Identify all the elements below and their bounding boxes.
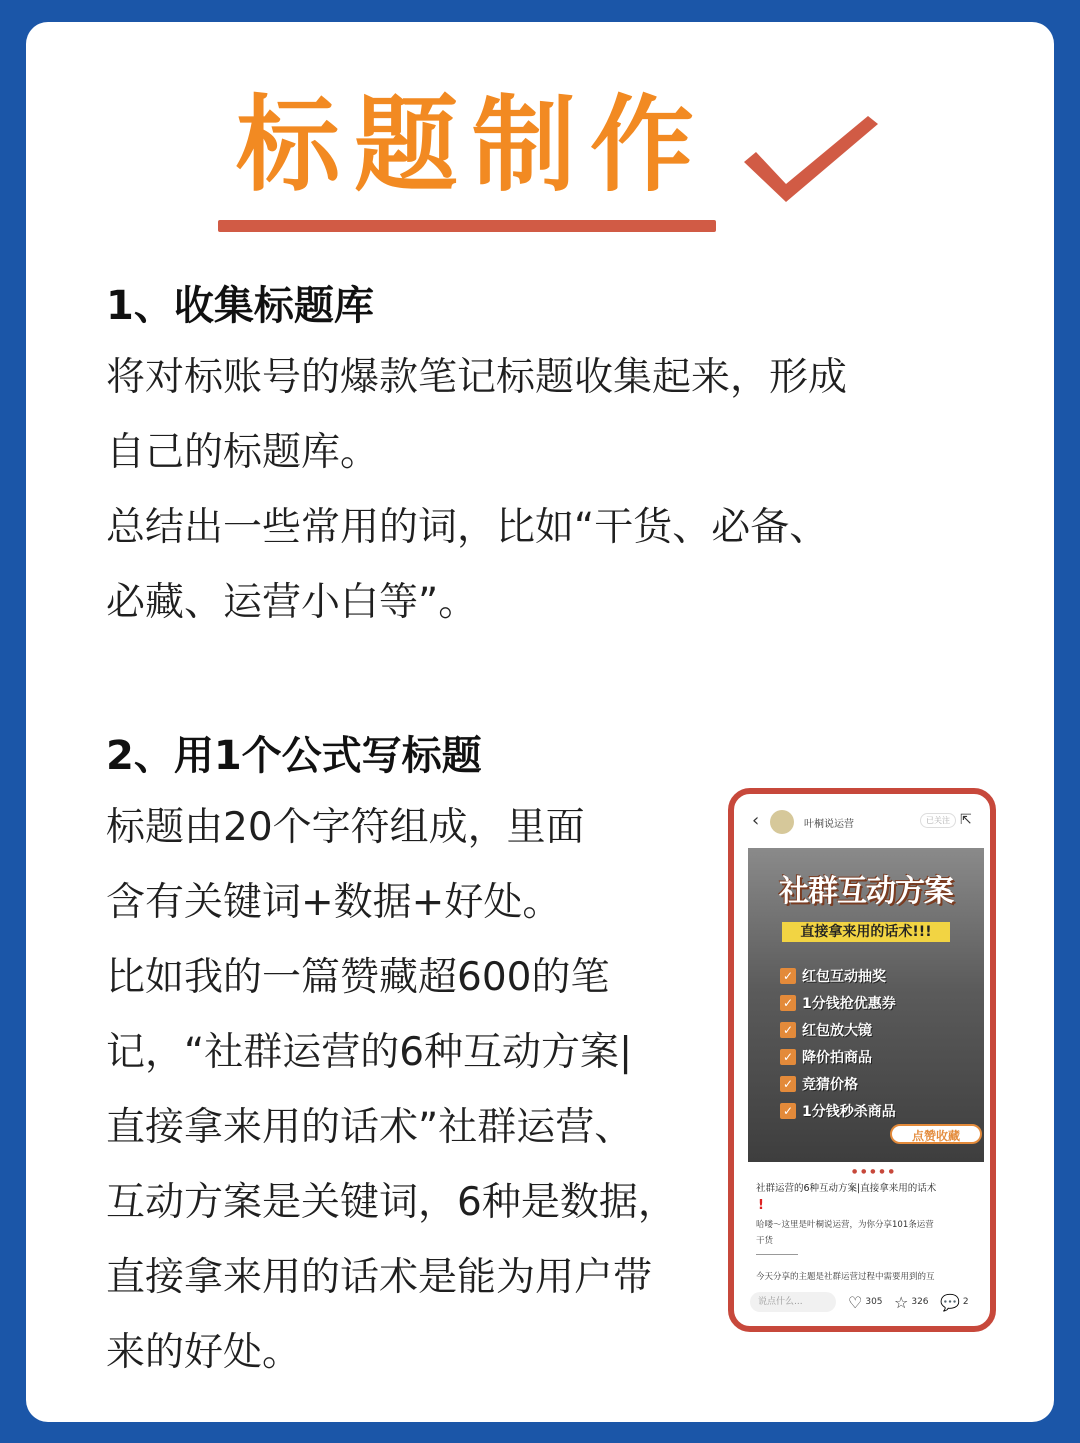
section-2-line: 互动方案是关键词，6种是数据，: [106, 1180, 677, 1225]
share-icon[interactable]: ⇱: [960, 812, 972, 828]
checkbox-icon: ✓: [780, 1103, 796, 1119]
checkbox-icon: ✓: [780, 1022, 796, 1038]
section-2-line: 比如我的一篇赞藏超600的笔: [106, 955, 610, 1000]
cover-subtitle: 直接拿来用的话术!!!: [782, 922, 950, 942]
note-action-bar: [748, 1290, 988, 1316]
checkbox-icon: ✓: [780, 1049, 796, 1065]
carousel-dots[interactable]: ● ● ● ● ●: [852, 1168, 895, 1175]
list-item: ✓ 红包放大镜: [780, 1016, 896, 1043]
cover-title: 社群互动方案: [779, 874, 953, 909]
section-1-line: 必藏、运营小白等”。: [106, 580, 478, 625]
section-1-heading: 1、收集标题库: [106, 283, 374, 329]
section-2-line: 直接拿来用的话术”社群运营、: [106, 1105, 634, 1150]
section-1-line: 自己的标题库。: [106, 430, 380, 475]
checkbox-icon: ✓: [780, 1076, 796, 1092]
list-item: ✓ 竞猜价格: [780, 1070, 896, 1097]
title-block: [216, 80, 916, 240]
page-title: 标题制作: [236, 84, 709, 206]
avatar[interactable]: [770, 810, 794, 834]
section-1-line: 将对标账号的爆款笔记标题收集起来，形成: [106, 355, 848, 400]
section-2-line: 记，“社群运营的6种互动方案|: [106, 1030, 633, 1075]
section-2-line: 直接拿来用的话术是能为用户带: [106, 1255, 653, 1300]
collect-button[interactable]: ☆ 326: [894, 1292, 929, 1312]
section-1-line: 总结出一些常用的词，比如“干货、必备、: [106, 505, 829, 550]
list-item: ✓ 降价拍商品: [780, 1043, 896, 1070]
checkmark-icon: [736, 110, 886, 220]
back-icon[interactable]: ‹: [752, 810, 760, 831]
section-2-line: 含有关键词+数据+好处。: [106, 880, 562, 925]
section-2-heading: 2、用1个公式写标题: [106, 733, 482, 779]
list-item: ✓ 1分钱抢优惠券: [780, 989, 896, 1016]
example-note-screenshot: [728, 788, 996, 1332]
content-card: [26, 22, 1054, 1422]
list-item: ✓ 红包互动抽奖: [780, 962, 896, 989]
comment-button[interactable]: 💬 2: [940, 1292, 969, 1312]
like-button[interactable]: ♡ 305: [848, 1292, 883, 1312]
checkbox-icon: ✓: [780, 995, 796, 1011]
author-name[interactable]: 叶桐说运营: [804, 819, 854, 830]
note-title: 社群运营的6种互动方案|直接拿来用的话术: [756, 1183, 937, 1194]
note-excerpt: 哈喽～这里是叶桐说运营，为你分享101条运营: [756, 1220, 934, 1230]
note-cover-image: [748, 848, 984, 1162]
heart-icon: ♡: [848, 1292, 863, 1312]
comment-icon: 💬: [940, 1292, 960, 1312]
note-excerpt: 今天分享的主题是社群运营过程中需要用到的互: [756, 1272, 935, 1282]
comment-input[interactable]: 说点什么...: [750, 1292, 836, 1312]
exclamation-icon: !: [758, 1198, 764, 1213]
divider: [756, 1254, 798, 1255]
section-2-line: 来的好处。: [106, 1330, 302, 1375]
section-2-line: 标题由20个字符组成，里面: [106, 805, 585, 850]
star-icon: ☆: [894, 1292, 909, 1312]
note-excerpt: 干货: [756, 1236, 774, 1246]
list-item: ✓ 1分钱秒杀商品: [780, 1097, 896, 1124]
note-header: [734, 808, 990, 838]
like-collect-badge: 点赞收藏: [890, 1124, 982, 1144]
checkbox-icon: ✓: [780, 968, 796, 984]
title-underline: [218, 220, 716, 232]
follow-button[interactable]: 已关注: [920, 813, 956, 828]
cover-list: [780, 962, 896, 1124]
